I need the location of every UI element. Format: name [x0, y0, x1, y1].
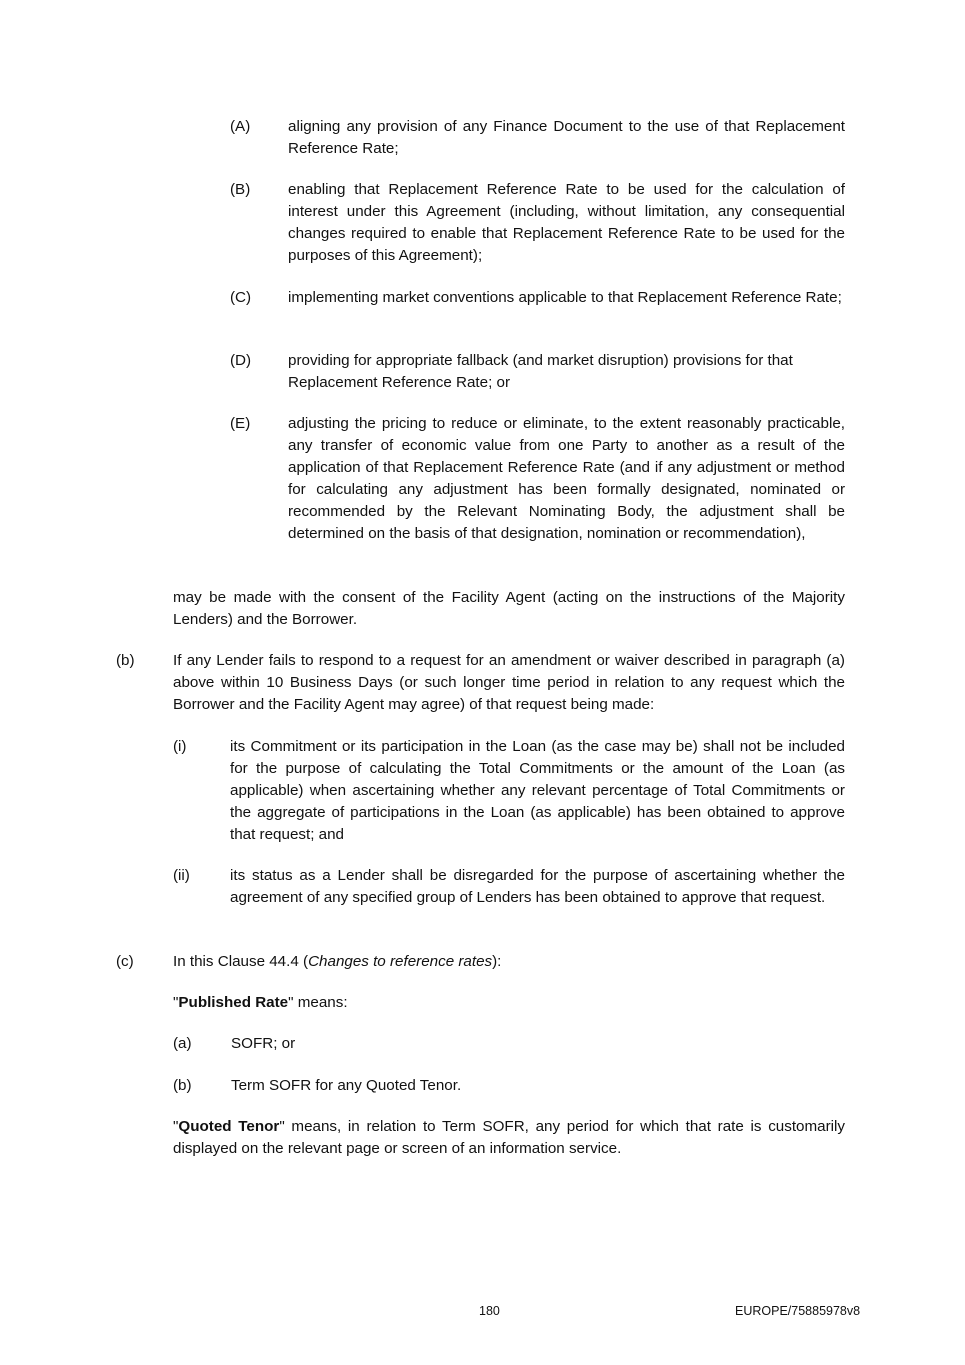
published-rate-item-text-a: SOFR; or [231, 1035, 296, 1052]
published-rate-definition: "Published Rate" means: [173, 994, 348, 1011]
quoted-tenor-definition: "Quoted Tenor" means, in relation to Term SOFR, any period for which that rate is customarily displayed on the relevant page or screen of an information service. [173, 1118, 845, 1157]
para-b-label: (b) [116, 652, 135, 669]
document-reference: EUROPE/75885978v8 [735, 1304, 861, 1318]
item-text-d: providing for appropriate fallback (and market disruption) provisions for that Replacement Reference Rate; or [288, 352, 793, 391]
item-label-c: (C) [230, 289, 252, 306]
para-b-item-label-i: (i) [173, 738, 187, 755]
para-b-item-text-ii: its status as a Lender shall be disregarded for the purpose of ascertaining whether the agreement of any specified group of Lenders has been obtained to approve that request. [230, 867, 845, 906]
item-text-b: enabling that Replacement Reference Rate to be used for the calculation of interest under this Agreement (including, without limitation, any consequential changes required to enable that Replacement Reference Rate to be used for the purposes of this Agreement); [288, 181, 845, 264]
item-label-a: (A) [230, 118, 251, 135]
page-number: 180 [479, 1304, 500, 1318]
item-label-b: (B) [230, 181, 251, 198]
item-label-d: (D) [230, 352, 252, 369]
para-b-item-label-ii: (ii) [173, 867, 190, 884]
para-b-text: If any Lender fails to respond to a request for an amendment or waiver described in paragraph (a) above within 10 Business Days (or such longer time period in relation to any request which the Borrower and the Facility Agent may agree) of that request being made: [173, 652, 845, 713]
clause-title: Changes to reference rates [308, 953, 493, 970]
item-text-c: implementing market conventions applicable to that Replacement Reference Rate; [288, 289, 842, 306]
defined-term-published-rate: Published Rate [178, 994, 289, 1011]
published-rate-item-text-b: Term SOFR for any Quoted Tenor. [231, 1077, 462, 1094]
item-label-e: (E) [230, 415, 251, 432]
published-rate-item-label-b: (b) [173, 1077, 192, 1094]
defined-term-quoted-tenor: Quoted Tenor [178, 1118, 280, 1135]
published-rate-item-label-a: (a) [173, 1035, 192, 1052]
para-b-item-text-i: its Commitment or its participation in the Loan (as the case may be) shall not be included for the purpose of calculating the Total Commitments or the amount of the Loan (as applicable) when ascertaining whether any relevant percentage of Total Commitments or the aggregate of participations in the Loan (as applicable) has been obtained to approve that request; and [230, 738, 845, 843]
item-text-a: aligning any provision of any Finance Document to the use of that Replacement Reference Rate; [288, 118, 845, 157]
para-c-text: In this Clause 44.4 (Changes to reference rates): [173, 953, 502, 970]
consent-paragraph: may be made with the consent of the Facility Agent (acting on the instructions of the Majority Lenders) and the Borrower. [173, 589, 845, 628]
item-text-e: adjusting the pricing to reduce or eliminate, to the extent reasonably practicable, any transfer of economic value from one Party to another as a result of the application of that Replacement Reference Rate (and if any adjustment or method for calculating any adjustment has been formally designated, nominated or recommended by the Relevant Nominating Body, the adjustment shall be determined on the basis of that designation, nomination or recommendation), [288, 415, 845, 542]
para-c-label: (c) [116, 953, 134, 970]
